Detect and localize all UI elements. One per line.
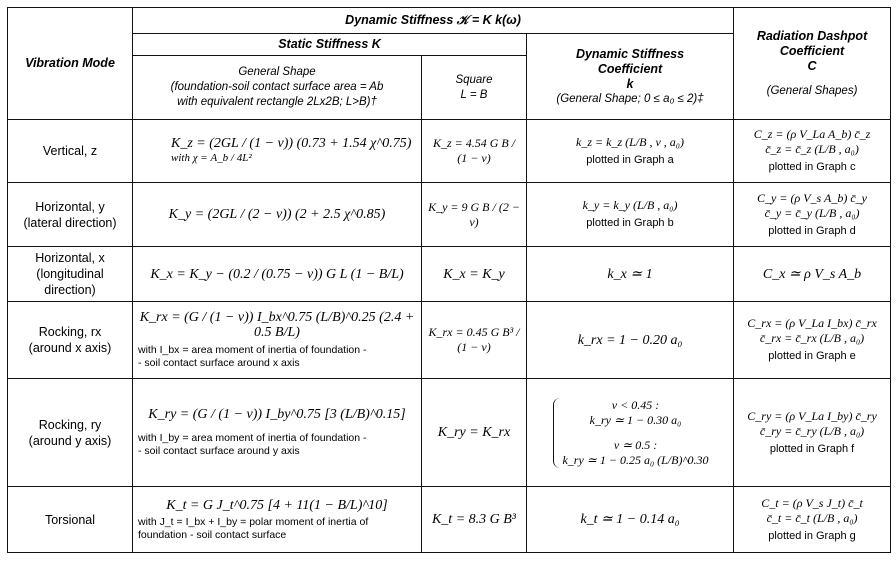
general-shape-cell: K_rx = (G / (1 − ν)) I_bx^0.75 (L/B)^0.25 (2.4 + 0.5 B/L) with I_bx = area moment of inertia of foundation - - soil contact surface around x axis (133, 302, 422, 379)
table-row (8, 487, 891, 553)
mode-cell: Horizontal, y (lateral direction) (8, 183, 133, 247)
square-cell: K_z = 4.54 G B / (1 − ν) (422, 120, 527, 183)
header-dynamic-coefficient: Dynamic Stiffness Coefficient k (General Shape; 0 ≤ a₀ ≤ 2)‡ (527, 34, 734, 120)
square-cell: K_ry = K_rx (422, 379, 527, 487)
general-shape-cell: K_y = (2GL / (2 − ν)) (2 + 2.5 χ^0.85) (133, 183, 422, 247)
stiffness-table (7, 7, 891, 553)
dynamic-coefficient-cell: k_z = k_z (L/B , ν , a₀) plotted in Graph a (527, 120, 734, 183)
table-row (8, 183, 891, 247)
mode-cell: Torsional (8, 487, 133, 553)
mode-cell: Horizontal, x (longitudinal direction) (8, 247, 133, 302)
header-vibration-mode: Vibration Mode (8, 8, 133, 120)
radiation-cell: C_x ≃ ρ V_s A_b (734, 247, 891, 302)
square-cell: K_y = 9 G B / (2 − ν) (422, 183, 527, 247)
general-shape-cell: K_z = (2GL / (1 − ν)) (0.73 + 1.54 χ^0.75) with χ = A_b / 4L² (133, 120, 422, 183)
square-cell: K_x = K_y (422, 247, 527, 302)
square-cell: K_rx = 0.45 G B³ / (1 − ν) (422, 302, 527, 379)
header-general-shape: General Shape (foundation-soil contact surface area = Ab with equivalent rectangle 2Lx2B; L>B)† (133, 56, 422, 120)
radiation-cell: C_ry = (ρ V_La I_by) c̄_ry c̄_ry = c̄_ry (L/B , a₀) plotted in Graph f (734, 379, 891, 487)
dynamic-coefficient-cell: k_t ≃ 1 − 0.14 a₀ (527, 487, 734, 553)
general-shape-cell: K_ry = (G / (1 − ν)) I_by^0.75 [3 (L/B)^0.15] with I_by = area moment of inertia of foundation - - soil contact surface around y axis (133, 379, 422, 487)
dynamic-coefficient-cell: k_y = k_y (L/B , a₀) plotted in Graph b (527, 183, 734, 247)
header-square: Square L = B (422, 56, 527, 120)
radiation-cell: C_y = (ρ V_s A_b) c̄_y c̄_y = c̄_y (L/B , a₀) plotted in Graph d (734, 183, 891, 247)
header-static-stiffness: Static Stiffness K (133, 34, 527, 56)
dynamic-coefficient-cell: k_rx = 1 − 0.20 a₀ (527, 302, 734, 379)
radiation-cell: C_t = (ρ V_s J_t) c̄_t c̄_t = c̄_t (L/B , a₀) plotted in Graph g (734, 487, 891, 553)
header-dynamic-stiffness: Dynamic Stiffness 𝒦 = K k(ω) (133, 8, 734, 34)
mode-cell: Rocking, rx (around x axis) (8, 302, 133, 379)
general-shape-cell: K_x = K_y − (0.2 / (0.75 − ν)) G L (1 − B/L) (133, 247, 422, 302)
radiation-cell: C_rx = (ρ V_La I_bx) c̄_rx c̄_rx = c̄_rx (L/B , a₀) plotted in Graph e (734, 302, 891, 379)
table-row (8, 247, 891, 302)
radiation-cell: C_z = (ρ V_La A_b) c̄_z c̄_z = c̄_z (L/B , a₀) plotted in Graph c (734, 120, 891, 183)
brace-bracket: ν < 0.45 : k_ry ≃ 1 − 0.30 a₀ ν ≃ 0.5 : k_ry ≃ 1 − 0.25 a₀ (L/B)^0.30 (553, 398, 708, 468)
dynamic-coefficient-cell: k_x ≃ 1 (527, 247, 734, 302)
general-shape-cell: K_t = G J_t^0.75 [4 + 11(1 − B/L)^10] with J_t = I_bx + I_by = polar moment of inertia of foundation - soil contact surface (133, 487, 422, 553)
square-cell: K_t = 8.3 G B³ (422, 487, 527, 553)
table-row (8, 379, 891, 487)
dynamic-coefficient-cell (527, 379, 734, 487)
mode-cell: Vertical, z (8, 120, 133, 183)
table-row (8, 302, 891, 379)
header-radiation-dashpot: Radiation Dashpot Coefficient C (General Shapes) (734, 8, 891, 120)
mode-cell: Rocking, ry (around y axis) (8, 379, 133, 487)
table-row (8, 120, 891, 183)
